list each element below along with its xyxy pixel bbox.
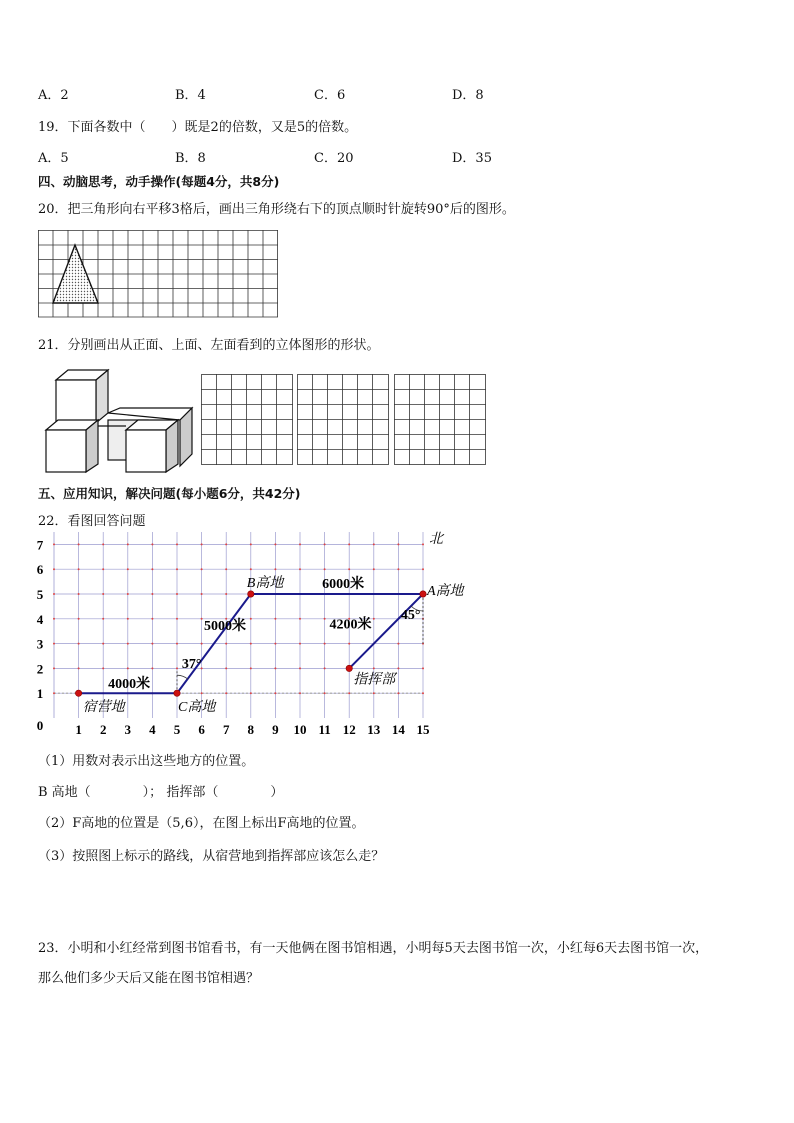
- map-grid-dot: [225, 667, 227, 669]
- q21-stem: 21．分别画出从正面、上面、左面看到的立体图形的形状。: [38, 338, 380, 353]
- map-grid-dot: [299, 643, 301, 645]
- map-grid-dot: [53, 692, 55, 694]
- map-x-tick: 8: [247, 722, 255, 737]
- map-x-tick: 13: [367, 722, 381, 737]
- map-grid-dot: [176, 618, 178, 620]
- label-a-highland: A高地: [427, 584, 464, 599]
- answer-grid-top: [297, 374, 389, 465]
- map-x-tick: 14: [391, 722, 405, 737]
- map-grid-dot: [53, 667, 55, 669]
- map-grid-dot: [176, 667, 178, 669]
- map-grid-dot: [422, 667, 424, 669]
- label-dist-b-a: 6000米: [322, 577, 365, 592]
- map-grid-dot: [225, 593, 227, 595]
- q21-answer-grids: [201, 374, 489, 466]
- map-grid-dot: [373, 667, 375, 669]
- section-5-heading: 五、应用知识，解决问题(每小题6分，共42分): [38, 486, 301, 501]
- q19-option-a: A．5: [38, 151, 69, 166]
- map-y-tick: 4: [36, 611, 44, 627]
- label-b-highland: B高地: [246, 576, 284, 591]
- map-grid-dot: [250, 667, 252, 669]
- answer-grid-front: [201, 374, 293, 465]
- label-dist-a-hq: 4200米: [329, 617, 372, 633]
- map-north-label: 北: [429, 532, 443, 547]
- map-grid-dot: [102, 618, 104, 620]
- label-hq: 指挥部: [353, 672, 396, 688]
- map-grid-dot: [348, 643, 350, 645]
- map-grid-dot: [78, 568, 80, 570]
- q22-blank-line[interactable]: B 高地（ ）； 指挥部（ ）: [38, 785, 284, 800]
- place-marker-B: [248, 591, 254, 597]
- map-grid-dot: [299, 692, 301, 694]
- map-y-tick: 6: [36, 562, 44, 578]
- map-grid-dot: [53, 618, 55, 620]
- map-grid-dot: [324, 543, 326, 545]
- map-grid-dot: [324, 568, 326, 570]
- map-grid-dot: [348, 692, 350, 694]
- angle-arc-c: [177, 675, 188, 679]
- place-marker-HQ: [346, 665, 352, 671]
- map-grid-dot: [422, 692, 424, 694]
- map-grid-dot: [324, 692, 326, 694]
- map-grid-dot: [127, 667, 129, 669]
- label-dist-camp-c: 4000米: [108, 677, 151, 693]
- map-grid-dot: [201, 643, 203, 645]
- map-grid-dot: [127, 643, 129, 645]
- map-y-tick: 7: [36, 537, 44, 553]
- map-x-tick: 1: [75, 722, 82, 737]
- map-grid-dot: [274, 667, 276, 669]
- map-grid-dot: [274, 618, 276, 620]
- q19-options: [38, 147, 598, 165]
- map-grid-dot: [201, 692, 203, 694]
- map-grid-dot: [397, 692, 399, 694]
- map-y-tick: 1: [36, 686, 44, 702]
- map-grid-dot: [78, 667, 80, 669]
- map-grid-dot: [53, 643, 55, 645]
- map-grid-dot: [201, 543, 203, 545]
- map-grid-dot: [274, 643, 276, 645]
- map-x-tick: 2: [99, 722, 107, 737]
- label-dist-c-b: 5000米: [204, 618, 247, 634]
- map-grid-dot: [324, 618, 326, 620]
- map-x-tick: 15: [416, 722, 430, 737]
- map-grid-dot: [151, 618, 153, 620]
- map-grid-dot: [250, 643, 252, 645]
- q18-option-a: A．2: [38, 88, 69, 103]
- map-grid-dot: [225, 643, 227, 645]
- map-grid-dot: [225, 543, 227, 545]
- map-grid-dot: [299, 667, 301, 669]
- map-x-tick: 9: [272, 722, 279, 737]
- map-grid-dot: [127, 618, 129, 620]
- answer-grid-left: [394, 374, 486, 465]
- map-grid-dot: [201, 568, 203, 570]
- map-grid-dot: [127, 568, 129, 570]
- map-grid-dot: [299, 618, 301, 620]
- q18-options: [38, 84, 598, 102]
- map-grid-dot: [102, 593, 104, 595]
- map-grid-dot: [274, 692, 276, 694]
- q20-grid-figure: [38, 230, 280, 318]
- map-grid-dot: [53, 543, 55, 545]
- map-grid-dot: [176, 543, 178, 545]
- map-grid-dot: [53, 568, 55, 570]
- q19-option-c: C．20: [314, 151, 354, 166]
- map-grid-dot: [102, 543, 104, 545]
- map-grid-dot: [176, 593, 178, 595]
- map-x-tick: 4: [149, 722, 156, 737]
- map-grid-dot: [201, 593, 203, 595]
- map-grid-dot: [397, 568, 399, 570]
- q22-sub2: （2）F高地的位置是（5,6），在图上标出F高地的位置。: [38, 816, 365, 831]
- map-grid-dot: [324, 667, 326, 669]
- label-angle-a: 45°: [400, 607, 421, 623]
- map-grid-dot: [53, 593, 55, 595]
- map-grid-dot: [373, 692, 375, 694]
- map-grid-dot: [373, 618, 375, 620]
- map-grid-dot: [250, 568, 252, 570]
- map-grid-dot: [151, 643, 153, 645]
- map-y-tick: 5: [36, 587, 44, 602]
- map-grid-dot: [250, 692, 252, 694]
- map-grid-dot: [250, 543, 252, 545]
- map-grid-dot: [102, 568, 104, 570]
- map-x-tick: 10: [293, 722, 307, 737]
- map-grid-dot: [102, 643, 104, 645]
- q22-sub3: （3）按照图上标示的路线，从宿营地到指挥部应该怎么走？: [38, 849, 385, 864]
- map-y-tick: 3: [36, 636, 44, 652]
- map-x-tick: 12: [342, 722, 356, 737]
- map-grid-dot: [422, 568, 424, 570]
- map-grid-dot: [274, 568, 276, 570]
- q20-stem: 20．把三角形向右平移3格后，画出三角形绕右下的顶点顺时针旋转90°后的图形。: [38, 202, 515, 217]
- label-c-highland: C高地: [178, 700, 216, 716]
- map-grid-dot: [151, 568, 153, 570]
- q18-option-b: B．4: [175, 88, 206, 103]
- map-grid-dot: [127, 593, 129, 595]
- map-grid-dot: [78, 618, 80, 620]
- q22-sub1: （1）用数对表示出这些地方的位置。: [38, 754, 255, 769]
- q19-stem: 19．下面各数中（ ）既是2的倍数，又是5的倍数。: [38, 120, 358, 135]
- map-grid-dot: [397, 667, 399, 669]
- map-grid-dot: [78, 543, 80, 545]
- map-grid-dot: [422, 543, 424, 545]
- map-grid-dot: [397, 543, 399, 545]
- map-x-tick: 6: [198, 722, 205, 737]
- map-grid-dot: [151, 593, 153, 595]
- map-grid-dot: [102, 667, 104, 669]
- map-grid-dot: [176, 643, 178, 645]
- q19-option-b: B．8: [175, 151, 206, 166]
- map-grid-dot: [397, 643, 399, 645]
- map-x-tick: 3: [124, 722, 132, 737]
- map-grid-dot: [225, 692, 227, 694]
- map-x-tick: 5: [173, 722, 181, 737]
- map-grid-dot: [151, 543, 153, 545]
- map-grid-dot: [373, 568, 375, 570]
- section-4-heading: 四、动脑思考，动手操作(每题4分，共8分): [38, 174, 280, 189]
- map-grid-dot: [373, 543, 375, 545]
- map-grid-dot: [78, 643, 80, 645]
- map-grid-dot: [201, 618, 203, 620]
- map-grid-dot: [299, 543, 301, 545]
- map-grid-dot: [348, 568, 350, 570]
- place-marker-camp: [75, 690, 81, 696]
- map-grid-dot: [348, 543, 350, 545]
- label-camp: 宿营地: [82, 700, 125, 716]
- map-grid-dot: [250, 618, 252, 620]
- q18-option-d: D．8: [452, 88, 484, 103]
- q18-option-c: C．6: [314, 88, 346, 103]
- q23-line2: 那么他们多少天后又能在图书馆相遇？: [38, 971, 260, 986]
- q19-option-d: D．35: [452, 151, 492, 166]
- q22-stem: 22．看图回答问题: [38, 514, 146, 529]
- map-x-tick: 7: [222, 722, 230, 737]
- cube-solid-figure: [44, 368, 192, 474]
- map-grid-dot: [324, 643, 326, 645]
- map-grid-dot: [176, 568, 178, 570]
- map-grid-dot: [299, 568, 301, 570]
- map-grid-dot: [225, 568, 227, 570]
- map-grid-dot: [127, 543, 129, 545]
- map-grid-dot: [274, 543, 276, 545]
- map-x-tick: 11: [318, 722, 331, 737]
- place-marker-C: [174, 690, 180, 696]
- place-marker-A: [420, 591, 426, 597]
- map-grid-dot: [78, 593, 80, 595]
- q22-coordinate-map: [30, 534, 470, 740]
- map-origin-label: 0: [36, 718, 44, 733]
- map-grid-dot: [151, 667, 153, 669]
- q23-line1: 23．小明和小红经常到图书馆看书，有一天他俩在图书馆相遇，小明每5天去图书馆一次，小红每6天去图书馆一次，: [38, 941, 709, 956]
- map-y-tick: 2: [36, 661, 44, 677]
- label-angle-c: 37°: [181, 657, 202, 673]
